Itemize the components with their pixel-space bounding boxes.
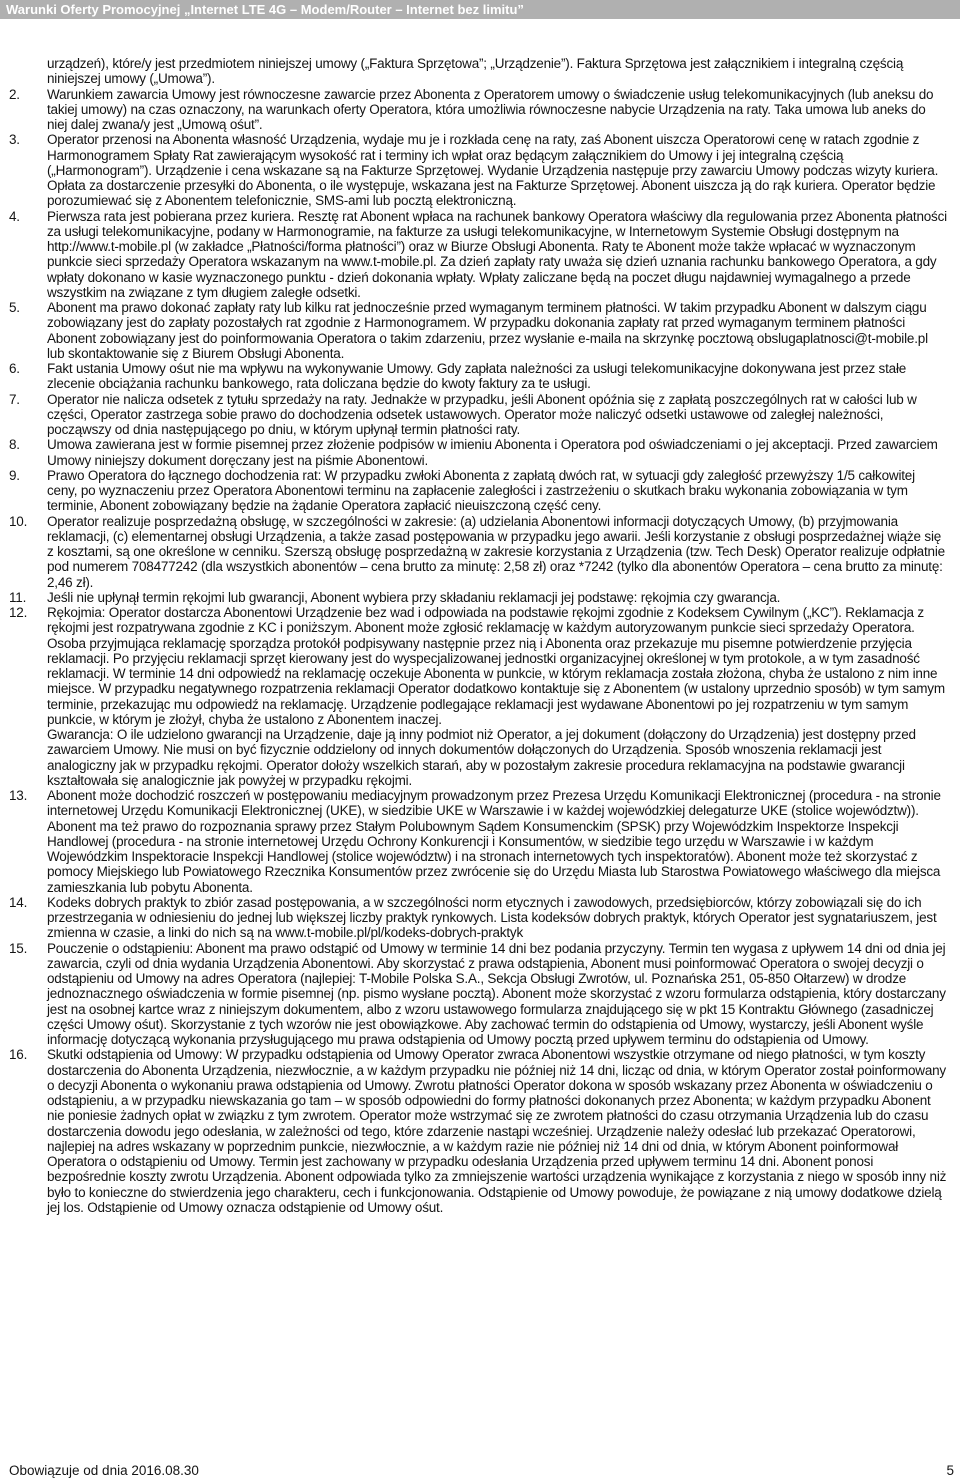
list-item-number: 5.	[9, 300, 20, 315]
list-item	[9, 87, 947, 133]
list-item-number: 7.	[9, 391, 20, 407]
list-item-number: 2.	[9, 86, 20, 102]
list-item	[9, 514, 947, 590]
numbered-list	[9, 87, 947, 1216]
list-item-text: Operator przenosi na Abonenta własność Urządzenia, wydaje mu je i rozkłada cenę na raty, zaś Abonent uiszcza Operatorowi cenę w ratach zgodnie z Harmonogramem Spłaty Rat zawierającym wysokość rat i terminy ich wpłat oraz będącym załącznikiem do Umowy i jej integralną częścią („Harmonogram”). Urządzenie i cena wskazane są na Fakturze Sprzętowej. Wydanie Urządzenia następuje przy zawarciu Umowy podczas wizyty kuriera. Opłata za dostarczenie przesyłki do Abonenta, o ile występuje, wskazana jest na Fakturze Sprzętowej. Abonent uiszcza ją do rąk kuriera. Operator będzie porozumiewać się z Abonentem telefonicznie, SMS-ami lub pocztą elektroniczną.	[47, 132, 939, 209]
list-item-number: 12.	[9, 605, 28, 620]
list-item-number: 11.	[9, 589, 27, 605]
list-item-text: Pouczenie o odstąpieniu: Abonent ma prawo odstąpić od Umowy w terminie 14 dni bez podania przyczyny. Termin ten wygasa z upływem 14 dni od dnia jej zawarcia, czyli od dnia wydania Urządzenia Abonentowi. Aby skorzystać z prawa odstąpienia, Abonent musi poinformować Operatora o swojej decyzji o odstąpieniu od Umowy na adres Operatora (najlepiej: T-Mobile Polska S.A., Sekcja Obsługi Zwrotów, ul. Poznańska 251, 05-850 Ołtarzew) w drodze jednoznacznego oświadczenia w formie pisemnej (np. pismo wysłane pocztą). Abonent może skorzystać z wzoru formularza odstąpienia, który dostarczany jest na osobnej kartce wraz z niniejszym dokumentem, albo z wzoru ustawowego formularza znajdującego się w pkt 15 Kontraktu Głównego (zasadniczej części Umowy ośut). Skorzystanie z tych wzorów nie jest obowiązkowe. Aby zachować termin do odstąpienia od Umowy, wystarczy, jeśli Abonent wyśle informację dotyczącą wykonania przysługującego mu prawa odstąpienia od Umowy pocztą przed upływem terminu do odstąpienia od Umowy.	[47, 940, 946, 1047]
list-item-number: 6.	[9, 361, 20, 376]
list-item	[9, 590, 947, 605]
list-item	[9, 361, 947, 392]
list-item	[9, 895, 947, 941]
list-item	[9, 132, 947, 208]
header-title: Warunki Oferty Promocyjnej „Internet LTE 4G – Modem/Router – Internet bez limitu”	[6, 2, 524, 17]
list-item-number: 8.	[9, 437, 20, 453]
list-item-text: Pierwsza rata jest pobierana przez kuriera. Resztę rat Abonent wpłaca na rachunek bankowy Operatora właściwy dla regulowania przez Abonenta płatności za usługi telekomunikacyjne, podany w Harmonogramie, na fakturze za usługi telekomunikacyjne, w Internetowym Systemie Obsługi dostępnym na http://www.t-mobile.pl (w zakładce „Płatności/forma płatności”) oraz w Biurze Obsługi Abonenta. Raty te Abonent może także wpłacać w wyznaczonym punkcie sieci sprzedaży Operatora wskazanym na www.t-mobile.pl. Za dzień zapłaty raty uważa się dzień uznania rachunku bankowego Operatora, a gdy wpłaty dokonano w kasie wyznaczonego punktu - dzień dokonania wpłaty. Wpłaty zaliczane będą na poczet długu najdawniej wymagalnego a przede wszystkim na związane z tym długiem zaległe odsetki.	[47, 208, 947, 300]
list-item	[9, 941, 947, 1048]
list-item-text: Gwarancja: O ile udzielono gwarancji na Urządzenie, daje ją inny podmiot niż Operator, a jej dokument (dołączony do Urządzenia) jest dostępny przed zawarciem Umowy. Nie musi on być fizycznie oddzielony od innych dokumentów dołączonych do Urządzenia. Sposób wnoszenia reklamacji jest analogiczny jak w przypadku rękojmi. Operator dołoży wszelkich starań, aby w pozostałym zakresie procedura reklamacyjna na podstawie gwarancji kształtowała się analogicznie jak powyżej w przypadku rękojmi.	[47, 727, 916, 788]
document-body	[9, 56, 947, 1215]
list-item	[9, 300, 947, 361]
list-item	[9, 437, 947, 468]
list-item-text: Umowa zawierana jest w formie pisemnej przez złożenie podpisów w imieniu Abonenta i Operatora pod oświadczeniami o jej akceptacji. Przed zawarciem Umowy niniejszy dokument doręczany jest na piśmie Abonentowi.	[47, 437, 938, 468]
page-number: 5	[946, 1463, 954, 1478]
list-item-number: 3.	[9, 132, 20, 148]
list-item-number: 9.	[9, 467, 20, 483]
list-item	[9, 788, 947, 895]
list-item	[9, 392, 947, 438]
list-item-number: 10.	[9, 513, 28, 529]
list-item-text: Warunkiem zawarcia Umowy jest równoczesne zawarcie przez Abonenta z Operatorem umowy o świadczenie usług telekomunikacyjnych (lub aneksu do takiej umowy) na czas oznaczony, na warunkach oferty Operatora, która umożliwia równoczesne nabycie Urządzenia na raty. Taka umowa lub aneks do niej dalej zwana/y jest „Umową ośut”.	[47, 86, 934, 132]
list-item	[9, 605, 947, 788]
list-item-text: Abonent może dochodzić roszczeń w postępowaniu mediacyjnym prowadzonym przez Prezesa Urzędu Komunikacji Elektronicznej (procedura - na stronie internetowej Urzędu Komunikacji Elektronicznej (UKE), w siedzibie UKE w Warszawie i w każdej wojewódzkiej delegaturze UKE (stolice województw)). Abonent ma też prawo do rozpoznania sprawy przez Stałym Polubownym Sądem Konsumenckim (SPSK) przy Wojewódzkim Inspektorze Inspekcji Handlowej (procedura - na stronie internetowej Urzędu Ochrony Konkurencji i Konsumentów, w siedzibie tego urzędu w Warszawie i w każdym Wojewódzkim Inspektoracie Inspekcji Handlowej (stolice województw) i na stronach internetowych tych inspektoratów). Abonent może też skorzystać z pomocy Miejskiego lub Powiatowego Rzecznika Konsumentów przez zwrócenie się do Urzędu Miasta lub Starostwa Powiatowego właściwego dla miejsca zamieszkania lub pobytu Abonenta.	[47, 788, 941, 895]
continued-paragraph: urządzeń), które/y jest przedmiotem niniejszej umowy („Faktura Sprzętowa”; „Urządzenie”). Faktura Sprzętowa jest załącznikiem i integralną częścią niniejszej umowy („Umowa”).	[47, 56, 904, 87]
effective-date: Obowiązuje od dnia 2016.08.30	[9, 1463, 199, 1478]
list-item-number: 14.	[9, 894, 28, 910]
list-item	[9, 209, 947, 301]
list-item-text: Operator nie nalicza odsetek z tytułu sprzedaży na raty. Jednakże w przypadku, jeśli Abonent opóźnia się z zapłatą poszczególnych rat w całości lub w części, Operator zastrzega sobie prawo do dochodzenia odsetek ustawowych. Operator może naliczyć odsetki ustawowe od zaległej należności, począwszy od dnia następującego po dniu, w którym upłynął termin płatności raty.	[47, 391, 917, 437]
list-item-number: 4.	[9, 208, 20, 224]
list-item-text: Fakt ustania Umowy ośut nie ma wpływu na wykonywanie Umowy. Gdy zapłata należności za usługi telekomunikacyjne dokonywana jest przez stałe zlecenie obciążania rachunku bankowego, rata doliczana będzie do kwoty faktury za te usługi.	[47, 361, 907, 392]
list-item-number: 13.	[9, 788, 28, 803]
list-item	[9, 468, 947, 514]
list-item-text: Kodeks dobrych praktyk to zbiór zasad postępowania, a w szczególności norm etycznych i zawodowych, przedsiębiorców, którzy zobowiązali się do ich przestrzegania w odniesieniu do jednej lub większej liczby praktyk rynkowych. Lista kodeksów dobrych praktyk, których Operator jest sygnatariuszem, jest zmienna w czasie, a linki do nich są na www.t-mobile.pl/pl/kodeks-dobrych-praktyk	[47, 894, 937, 941]
list-item	[9, 1047, 947, 1215]
document-header	[0, 0, 960, 19]
list-item-number: 15.	[9, 940, 28, 956]
list-item-text: Operator realizuje posprzedażną obsługę, w szczególności w zakresie: (a) udzielania Abonentowi informacji dotyczących Umowy, (b) przyjmowania reklamacji, (c) elementarnej obsługi Urządzenia, a także zasad postępowania w przypadku jego awarii. Jeśli korzystanie z obsługi posprzedażnej wiąże się z kosztami, są one określone w cenniku. Szerszą obsługę posprzedażną w zakresie korzystania z Urządzenia (tzw. Tech Desk) Operator realizuje odpłatnie pod numerem 708477242 (dla wszystkich abonentów – cena brutto za minutę: 2,58 zł) oraz *7242 (tylko dla abonentów Operatora – cena brutto za minutę: 2,46 zł).	[47, 513, 945, 590]
list-item-text: Rękojmia: Operator dostarcza Abonentowi Urządzenie bez wad i odpowiada na podstawie rękojmi zgodnie z Kodeksem Cywilnym („KC”). Reklamacja z rękojmi jest rozpatrywana zgodnie z KC i poniższym. Abonent może zgłosić reklamację w każdym autoryzowanym punkcie sieci sprzedaży Operatora. Osoba przyjmująca reklamację sporządza protokół podpisywany następnie przez nią i Abonenta oraz przekazuje mu pisemne potwierdzenie przyjęcia reklamacji. Po przyjęciu reklamacji sprzęt kierowany jest do wyspecjalizowanej jednostki organizacyjnej określonej w tym protokole, a w tym zasadność reklamacji. W terminie 14 dni odpowiedź na reklamację oczekuje Abonenta w punkcie, w którym reklamacja została złożona, chyba że ustalono z nim inne miejsce. W przypadku negatywnego rozpatrzenia reklamacji Operator dodatkowo kontaktuje się z Abonentem (w ustalony uprzednio sposób) w tym samym terminie, przekazując mu odpowiedź na reklamację. Urządzenie podlegające reklamacji jest wydawane Abonentowi po jej rozpatrzeniu w tym samym punkcie, w którym je złożył, chyba że ustalono z Abonentem inaczej.	[47, 605, 945, 727]
list-item-number: 16.	[9, 1047, 28, 1063]
list-item-text: Prawo Operatora do łącznego dochodzenia rat: W przypadku zwłoki Abonenta z zapłatą dwóch rat, w sytuacji gdy zaległość przewyższy 1/5 całkowitej ceny, po wyznaczeniu przez Operatora Abonentowi terminu na zapłacenie zaległości i zastrzeżeniu o skutkach braku wykonania zobowiązania w tym terminie, Abonent zobowiązany będzie na żądanie Operatora zapłacić nieuiszczoną część ceny.	[47, 467, 915, 514]
list-item-text: Jeśli nie upłynął termin rękojmi lub gwarancji, Abonent wybiera przy składaniu reklamacji jej podstawę: rękojmia czy gwarancja.	[47, 589, 781, 605]
list-item-text: Skutki odstąpienia od Umowy: W przypadku odstąpienia od Umowy Operator zwraca Abonentowi wszystkie otrzymane od niego płatności, w tym koszty dostarczenia do Abonenta Urządzenia, niezwłocznie, a w każdym przypadku nie później niż 14 dni, licząc od dnia, w którym Operator został poinformowany o decyzji Abonenta o wykonaniu prawa odstąpienia od Umowy. Zwrotu płatności Operator dokona w sposób wskazany przez Abonenta w oświadczeniu o odstąpieniu, a w przypadku niewskazania go tam – w sposób odpowiedni do formy płatności dokonanych przez Abonenta; w każdym przypadku Abonent nie poniesie żadnych opłat w związku z tym zwrotem. Operator może wstrzymać się ze zwrotem płatności do czasu otrzymania Urządzenia lub do czasu dostarczenia dowodu jego odesłania, w zależności od tego, które zdarzenie nastąpi wcześniej. Urządzenie należy odesłać lub przekazać Operatorowi, najlepiej na adres wskazany w poprzednim punkcie, niezwłocznie, a w każdym razie nie później niż 14 dni od dnia, w którym Abonent poinformował Operatora o odstąpieniu od Umowy. Termin jest zachowany w przypadku odesłania Urządzenia przed upływem terminu 14 dni. Abonent ponosi bezpośrednie koszty zwrotu Urządzenia. Abonent odpowiada tylko za zmniejszenie wartości urządzenia wynikające z korzystania z niego w sposób inny niż było to konieczne do stwierdzenia jego charakteru, cech i funkcjonowania. Odstąpienie od Umowy powoduje, że powiązane z nią umowy dodatkowe dzielą jej los. Odstąpienie od Umowy oznacza odstąpienie od Umowy ośut.	[47, 1047, 947, 1215]
list-item-text: Abonent ma prawo dokonać zapłaty raty lub kilku rat jednocześnie przed wymaganym terminem płatności. W takim przypadku Abonent w dalszym ciągu zobowiązany jest do zapłaty pozostałych rat zgodnie z Harmonogramem. W przypadku dokonania zapłaty rat przed wymaganym terminem płatności Abonent zobowiązany jest do poinformowania Operatora o takim zdarzeniu, przez wysłanie e-maila na skrzynkę pocztową obslugaplatnosci@t-mobile.pl lub skontaktowanie się z Biurem Obsługi Abonenta.	[47, 300, 928, 361]
